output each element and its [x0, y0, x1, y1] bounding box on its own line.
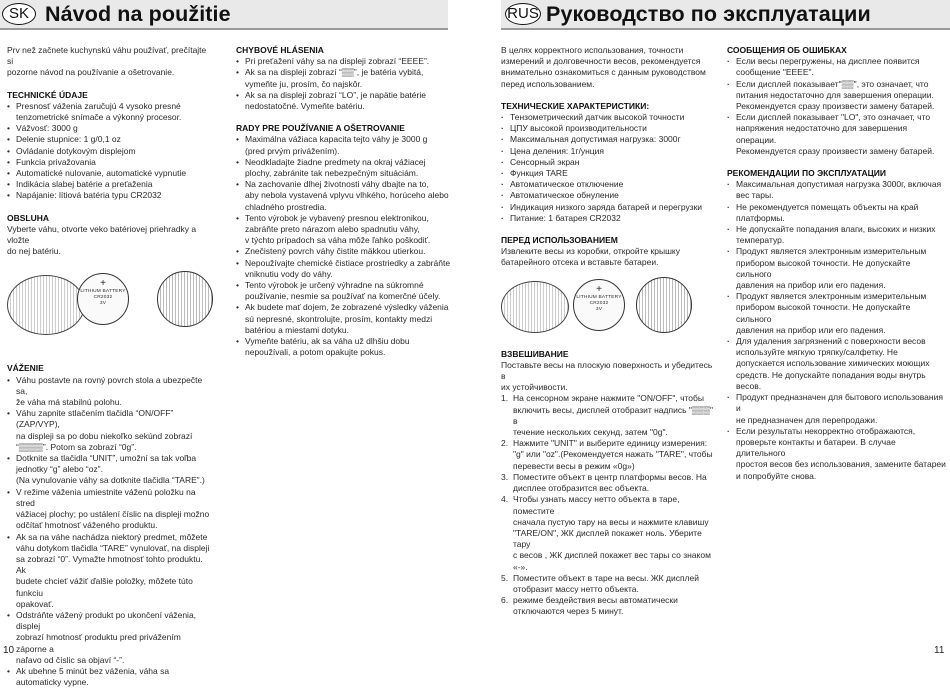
list-item: · Автоматическое отключение	[501, 179, 716, 190]
plus-icon: +	[100, 278, 106, 290]
ru-weigh-text: Поставьте весы на плоскую поверхность и убедитесь в их устойчивости.	[501, 359, 713, 393]
list-item: • Tento výrobok je určený výhradne na súkromné používanie, nesmie sa používať na komerčné účely.	[236, 280, 451, 302]
list-item: • Maximálna vážiaca kapacita tejto váhy je 3000 g (pred prvým privážením).	[236, 134, 451, 156]
battery-back-image	[636, 277, 692, 333]
list-item: · Автоматическое обнуление	[501, 190, 716, 201]
ru-errors-title: СООБЩЕНИЯ ОБ ОШИБКАХ	[727, 45, 847, 55]
sk-chyby-list	[236, 56, 451, 112]
list-item: · Продукт является электронным измерительным прибором высокой точности. Не допускайте сильного давления на прибор или его падения.	[727, 246, 947, 291]
battery-back-image	[157, 271, 213, 327]
plus-icon: +	[596, 283, 602, 295]
battery-illustration-sk	[7, 263, 212, 343]
list-item: • Indikácia slabej batérie a preťaženia	[7, 179, 212, 190]
ru-column-1	[501, 45, 716, 618]
ru-recs-list	[727, 179, 947, 481]
list-item: · Индикация низкого заряда батарей и перегрузки	[501, 202, 716, 213]
header-ru	[501, 0, 950, 30]
list-item: • Váhu postavte na rovný povrch stola a ubezpečte sa, že váha má stabilnú polohu.	[7, 375, 212, 409]
ru-before-title: ПЕРЕД ИСПОЛЬЗОВАНИЕМ	[501, 235, 618, 246]
list-item: • Ak sa na displeji zobrazí “▒▒”, je batéria vybitá, vymeňte ju, prosím, čo najskôr.	[236, 67, 451, 89]
page-number-right: 11	[934, 645, 945, 656]
list-item: · Если результаты некорректно отображаются, проверьте контакты и батареи. В случае длительного простоя весов без использования, замените батареи и попробуйте снова.	[727, 426, 947, 482]
ru-intro: В целях корректного использования, точности измерений и долговечности весов, рекомендуется внимательно ознакомиться с данным руководством перед использованием.	[501, 45, 706, 89]
list-item: · ЦПУ высокой производительности	[501, 123, 716, 134]
step-item: 5. Поместите объект в таре на весы. ЖК дисплей отобразит массу нетто объекта.	[501, 572, 699, 594]
sk-rady-list	[236, 134, 451, 358]
list-item: · Максимальная допустимая нагрузка: 3000г	[501, 134, 716, 145]
sk-tech-list	[7, 101, 212, 202]
list-item: • Presnosť váženia zaručujú 4 vysoko presné tenzometrické snímače a výkonný procesor.	[7, 101, 212, 123]
ru-tech-list	[501, 112, 716, 224]
page-title-sk: Návod na použitie	[45, 2, 231, 26]
step-item: 2. Нажмите "UNIT" и выберите единицу измерения: "g" или "oz".(Рекомендуется нажать "TARE", чтобы перевести весы в режим «0g»)	[501, 438, 713, 471]
sk-rady-title: RADY PRE POUŽÍVANIE A OŠETROVANIE	[236, 123, 405, 134]
list-item: • Váhu zapnite stlačením tlačidla “ON/OFF” (ZAP/VYP), na displeji sa po dobu niekoľko sekúnd zobrazí “▒▒▒▒”. Potom sa zobrazí “0g”.	[7, 408, 212, 453]
list-item: · Если весы перегружены, на дисплее появится сообщение "EEEE".	[727, 56, 947, 78]
list-item: · Продукт является электронным измерительным прибором высокой точности. Не допускайте сильного давления на прибор или его падения.	[727, 291, 947, 336]
list-item: • Funkcia privažovania	[7, 157, 212, 168]
ru-tech-title: ТЕХНИЧЕСКИЕ ХАРАКТЕРИСТИКИ:	[501, 100, 650, 111]
sk-column-2	[236, 45, 451, 358]
sk-tech-title: TECHNICKÉ ÚDAJE	[7, 89, 88, 100]
list-item: · Питание: 1 батарея CR2032	[501, 213, 716, 224]
list-item: • Ak budete mať dojem, že zobrazené výsledky váženia sú nepresné, skontrolujte, prosím, kontakty medzi batériou a miestami dotyku.	[236, 302, 451, 336]
list-item: • Napájanie: lítiová batéria typu CR2032	[7, 190, 212, 201]
list-item: • Vymeňte batériu, ak sa váha už dlhšiu dobu nepoužívali, a potom opakujte pokus.	[236, 336, 451, 358]
list-item: · Продукт предназначен для бытового использования и не предназначен для перепродажи.	[727, 392, 947, 426]
list-item: · Тензометрический датчик высокой точности	[501, 112, 716, 123]
ru-before-text: Извлеките весы из коробки, откройте крышку батарейного отсека и вставьте батареи.	[501, 246, 680, 268]
list-item: · Если дисплей показывает "LO", это означает, что напряжения недостаточно для завершения операции. Рекомендуется сразу произвести замену батарей.	[727, 112, 947, 157]
list-item: • Neodkladajte žiadne predmety na okraj vážiacej plochy, zabránite tak nebezpečným situáciám.	[236, 157, 451, 179]
step-item: 3. Поместите объект в центр платформы весов. На дисплее отобразится вес объекта.	[501, 471, 707, 494]
list-item: • Vážvosť: 3000 g	[7, 123, 212, 134]
list-item: • Delenie stupnice: 1 g/0,1 oz	[7, 134, 212, 145]
battery-compartment-image	[7, 275, 85, 335]
step-item: 6. режиме бездействия весы автоматически отключаются через 5 минут.	[501, 595, 678, 617]
ru-recs-title: РЕКОМЕНДАЦИИ ПО ЭКСПЛУАТАЦИИ	[727, 168, 887, 179]
list-item: · Не допускайте попадания влаги, высоких и низких температур.	[727, 224, 947, 246]
list-item: • Ak ubehne 5 minút bez váženia, váha sa automaticky vypne.	[7, 666, 212, 688]
list-item: • Ak sa na displeji zobrazí “LO”, je napätie batérie nedostatočné. Vymeňte batériu.	[236, 90, 451, 112]
page-title-ru: Руководство по эксплуатации	[546, 2, 871, 26]
step-item: 1. На сенсорном экране нажмите "ON/OFF", чтобы включить весы, дисплей отобразит надпись "▒▒▒" в течение нескольких секунд, затем "0g".	[501, 393, 713, 438]
sk-obsluha-text: Vyberte váhu, otvorte veko batériovej priehradky a vložte do nej batériu.	[7, 223, 197, 257]
list-item: • Znečistený povrch váhy čistite mäkkou utierkou.	[236, 246, 451, 257]
list-item: · Если дисплей показывает"▒▒", это означает, что питания недостаточно для завершения операции. Рекомендуется сразу произвести замену батарей.	[727, 79, 947, 113]
list-item: • Na zachovanie dlhej životnosti váhy dbajte na to, aby nebola vystavená vplyvu vlhkého, horúceho alebo chladného prostredia.	[236, 179, 451, 213]
list-item: • V režime váženia umiestnite váženú položku na stred vážiacej plochy; po ustálení číslic na displeji možno odčítať hmotnosť váženého produktu.	[7, 487, 212, 532]
battery-compartment-image	[501, 281, 569, 333]
list-item: · Для удаления загрязнений с поверхности весов используйте мягкую тряпку/салфетку. Не допускается использование химических моющих средств. Не допускайте попадания воды внутрь весов.	[727, 336, 947, 392]
list-item: • Ovládanie dotykovým displejom	[7, 146, 212, 157]
language-badge-sk: SK	[2, 3, 36, 25]
ru-errors-list	[727, 56, 947, 157]
battery-image: + LITHIUM BATTERY CR2032 3V	[77, 273, 129, 325]
page-number-left: 10	[3, 645, 15, 656]
ru-weigh-title: ВЗВЕШИВАНИЕ	[501, 348, 569, 359]
language-badge-ru: RUS	[505, 3, 541, 25]
sk-vazenie-title: VÁŽENIE	[7, 363, 44, 374]
list-item: • Ak sa na váhe nachádza niektorý predmet, môžete váhu dotykom tlačidla “TARE” vynulovať, na displeji sa zobrazí “0”. Vymažte hmotnosť tohto produktu. Ak budete chcieť vážiť ďalšie položky, môžete túto funkciu opakovať.	[7, 532, 212, 610]
list-item: • Pri preťažení váhy sa na displeji zobrazí “EEEE”.	[236, 56, 451, 67]
list-item: • Nepoužívajte chemické čistiace prostriedky a zabráňte vniknutiu vody do váhy.	[236, 258, 451, 280]
list-item: · Функция TARE	[501, 168, 716, 179]
list-item: · Сенсорный экран	[501, 157, 716, 168]
list-item: • Odstráňte vážený produkt po ukončení váženia, displej zobrazí hmotnosť produktu pred privážením záporne a naľavo od číslic sa objaví “-”.	[7, 610, 212, 666]
list-item: • Tento výrobok je vybavený presnou elektronikou, zabráňte preto nárazom alebo spadnutiu váhy, v týchto prípadoch sa váha môže ľahko poškodiť.	[236, 213, 451, 247]
sk-chyby-title: CHYBOVÉ HLÁSENIA	[236, 45, 324, 55]
sk-column-1	[7, 45, 212, 688]
list-item: • Automatické nulovanie, automatické vypnutie	[7, 168, 212, 179]
list-item: · Цена деления: 1г/унция	[501, 146, 716, 157]
sk-obsluha-title: OBSLUHA	[7, 212, 50, 223]
list-item: · Максимальная допустимая нагрузка 3000г, включая вес тары.	[727, 179, 947, 201]
ru-column-2	[727, 45, 947, 482]
list-item: • Dotknite sa tlačidla “UNIT”, umožní sa tak voľba jednotky “g” alebo “oz”. (Na vynulovanie váhy sa dotknite tlačidla “TARE”.)	[7, 453, 212, 487]
battery-illustration-ru	[501, 275, 716, 337]
step-item: 4. Чтобы узнать массу нетто объекта в таре, поместите сначала пустую тару на весы и нажмите клавишу "TARE/ON", ЖК дисплей покажет ноль. Уберите тару с весов , ЖК дисплей покажет вес тары со знаком «-».	[501, 494, 711, 572]
battery-image: + LITHIUM BATTERY CR2032 3V	[573, 279, 625, 331]
sk-vazenie-list	[7, 375, 212, 688]
sk-intro: Prv než začnete kuchynskú váhu používať, prečítajte si pozorne návod na používanie a ošetrovanie.	[7, 45, 207, 78]
list-item: · Не рекомендуется помещать объекты на край платформы.	[727, 202, 947, 224]
header-sk	[0, 0, 448, 30]
ru-weigh-steps	[501, 393, 716, 617]
